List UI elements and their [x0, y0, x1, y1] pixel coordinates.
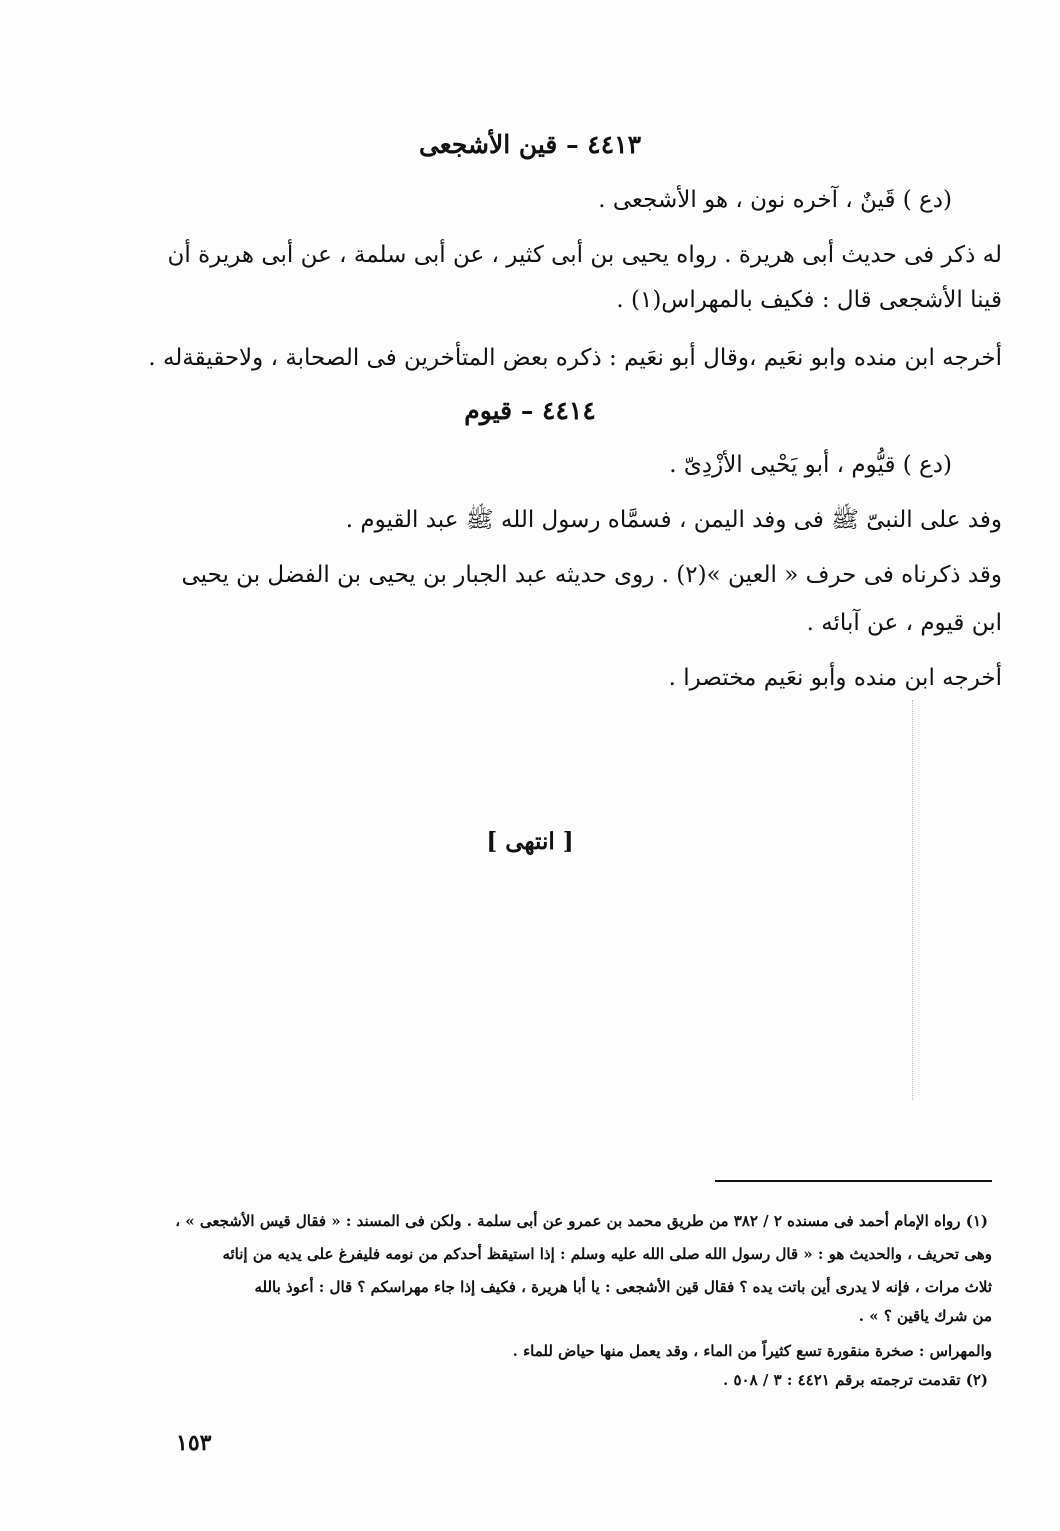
- entry-4413-line-1: (دع ) قَينٌ ، آخره نون ، هو الأشجعى .: [598, 187, 952, 213]
- footnote-rule: [715, 1180, 992, 1182]
- footnote-1-line-5: والمهراس : صخرة منقورة تسع كثيراً من الماء ، وقد يعمل منها حياض للماء .: [512, 1342, 992, 1360]
- footnote-1-line-2: وهى تحريف ، والحديث هو : « قال رسول الله صلى الله عليه وسلم : إذا استيقظ أحدكم من نومه فليفرغ على يديه من إنائه: [222, 1245, 992, 1263]
- footnote-2: (٢) تقدمت ترجمته برقم ٤٤٢١ : ٣ / ٥٠٨ .: [723, 1371, 988, 1389]
- footnote-1-line-3: ثلاث مرات ، فإنه لا يدرى أين باتت يده ؟ فقال قين الأشجعى : يا أبا هريرة ، فكيف إذا جاء مهراسكم ؟ قال : أعوذ بالله: [254, 1278, 992, 1296]
- entry-4413-line-2: له ذكر فى حديث أبى هريرة . رواه يحيى بن أبى كثير ، عن أبى سلمة ، عن أبى هريرة أن: [167, 242, 1002, 268]
- entry-heading-4413: ٤٤١٣ – قين الأشجعى: [418, 130, 642, 159]
- footnote-1-line-1: (١) رواه الإمام أحمد فى مسنده ٢ / ٣٨٢ من طريق محمد بن عمرو عن أبى سلمة . ولكن فى المسند : « فقال قيس الأشجعى » ،: [175, 1212, 988, 1230]
- entry-4414-line-1: (دع ) قيُّوم ، أبو يَحْيى الأزْدِىّ .: [669, 452, 952, 478]
- entry-4413-line-3: قينا الأشجعى قال : فكيف بالمهراس(١) .: [616, 287, 1002, 313]
- footnote-1-line-4: من شرك ياقين ؟ » .: [858, 1307, 992, 1325]
- entry-4414-line-3: وقد ذكرناه فى حرف « العين »(٢) . روى حديثه عبد الجبار بن يحيى بن الفضل بن يحيى: [181, 562, 1002, 588]
- entry-4413-line-4: أخرجه ابن منده وابو نعَيم ،وقال أبو نعَيم : ذكره بعض المتأخرين فى الصحابة ، ولاحقيقةله .: [148, 345, 1002, 371]
- page-number: ١٥٣: [176, 1430, 212, 1456]
- finis-mark: [ انتهى ]: [486, 828, 574, 855]
- entry-4414-line-5: أخرجه ابن منده وأبو نعَيم مختصرا .: [668, 665, 1002, 691]
- entry-4414-line-4: ابن قيوم ، عن آبائه .: [806, 610, 1002, 636]
- entry-heading-4414: ٤٤١٤ – قيوم: [464, 396, 596, 425]
- scan-artifact-dots: [912, 700, 913, 1100]
- entry-4414-line-2: وفد على النبىّ ﷺ فى وفد اليمن ، فسمَّاه رسول الله ﷺ عبد القيوم .: [345, 507, 1002, 533]
